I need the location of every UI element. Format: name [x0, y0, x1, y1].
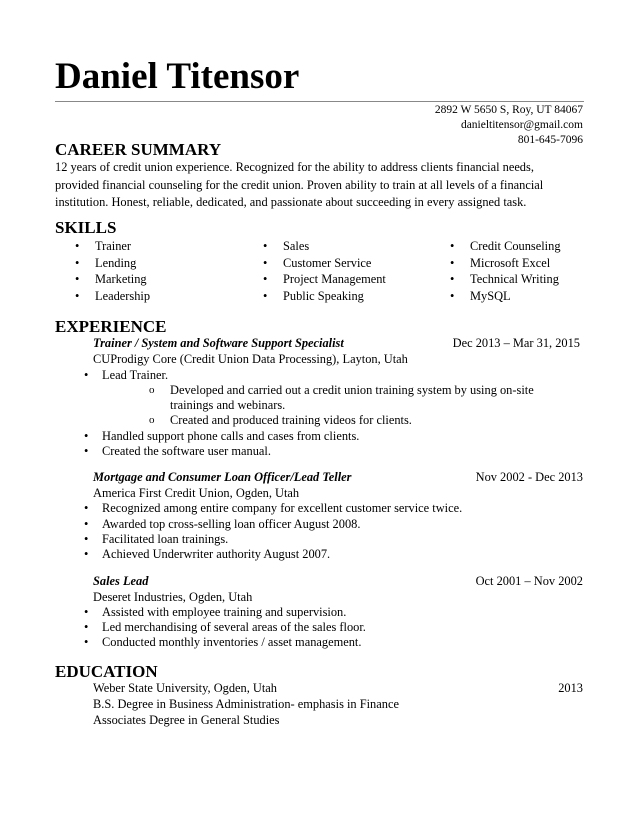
bullet-icon: •: [75, 239, 80, 253]
summary-line: provided financial counseling for the credit union. Proven ability to train at all levels of a financial: [55, 177, 544, 192]
sub-bullet-icon: o: [149, 414, 155, 426]
job-sub-bullet: o Developed and carried out a credit union training system by using on-site: [149, 383, 534, 397]
skill-item: • Technical Writing: [450, 272, 559, 286]
bullet-icon: •: [84, 501, 89, 515]
bullet-icon: •: [84, 620, 89, 634]
skill-item: • Trainer: [75, 239, 132, 253]
bullet-icon: •: [84, 429, 89, 443]
skill-item: • Sales: [263, 239, 310, 253]
bullet-icon: •: [450, 255, 455, 270]
job-company: America First Credit Union, Ogden, Utah: [93, 486, 300, 500]
education-heading: EDUCATION: [55, 662, 158, 681]
bullet-icon: •: [84, 517, 89, 531]
skills-heading: SKILLS: [55, 218, 117, 237]
bullet-icon: •: [263, 272, 268, 286]
contact-phone: 801-645-7096: [517, 134, 583, 146]
skill-item: • Project Management: [263, 272, 386, 286]
job-bullet: • Handled support phone calls and cases from clients.: [84, 429, 360, 443]
bullet-icon: •: [450, 239, 455, 253]
bullet-icon: •: [84, 635, 89, 649]
job-bullet: • Awarded top cross-selling loan officer August 2008.: [84, 517, 361, 531]
job-bullet: • Achieved Underwriter authority August 2007.: [84, 547, 331, 561]
career-summary-heading: CAREER SUMMARY: [55, 140, 222, 159]
contact-email: danieltitensor@gmail.com: [460, 119, 583, 131]
skill-item: • Public Speaking: [263, 288, 364, 303]
skill-item: • Credit Counseling: [450, 239, 561, 253]
job-bullet: • Facilitated loan trainings.: [84, 532, 229, 546]
job-company: CUProdigy Core (Credit Union Data Processing), Layton, Utah: [93, 352, 408, 366]
job-bullet: • Led merchandising of several areas of the sales floor.: [84, 620, 366, 634]
job-bullet: • Recognized among entire company for excellent customer service twice.: [84, 501, 463, 515]
bullet-icon: •: [84, 444, 89, 458]
experience-heading: EXPERIENCE: [55, 317, 167, 336]
job-sub-bullet: o Created and produced training videos for clients.: [149, 413, 412, 427]
skill-item: • Microsoft Excel: [450, 255, 551, 270]
bullet-icon: •: [75, 255, 80, 270]
contact-block: [435, 103, 583, 148]
job-bullet: • Lead Trainer.: [84, 368, 169, 382]
career-summary-text: [55, 159, 585, 212]
education-degree: Associates Degree in General Studies: [93, 713, 280, 727]
skill-item: • MySQL: [450, 288, 511, 303]
job-bullet: • Assisted with employee training and supervision.: [84, 605, 347, 619]
job-bullet: • Conducted monthly inventories / asset management.: [84, 635, 362, 649]
skills-column-1: [75, 238, 150, 304]
header-divider: [55, 101, 584, 102]
skills-column-2: [263, 238, 386, 304]
job-company: Deseret Industries, Ogden, Utah: [93, 590, 253, 604]
summary-line: institution. Honest, reliable, dedicated, and passionate about succeeding in every assigned task.: [55, 195, 527, 209]
job-dates: Nov 2002 - Dec 2013: [475, 470, 583, 484]
skills-column-3: [450, 238, 561, 304]
bullet-icon: •: [75, 272, 80, 286]
contact-address: 2892 W 5650 S, Roy, UT 84067: [434, 104, 583, 116]
job-sub-bullet-continuation: trainings and webinars.: [170, 398, 286, 412]
job-bullet: • Created the software user manual.: [84, 444, 271, 458]
job-dates: Oct 2001 – Nov 2002: [475, 574, 583, 588]
skill-item: • Customer Service: [263, 255, 372, 270]
bullet-icon: •: [263, 288, 268, 303]
skill-item: • Lending: [75, 255, 137, 270]
bullet-icon: •: [84, 368, 89, 382]
sub-bullet-icon: o: [149, 384, 155, 396]
education-year: 2013: [558, 681, 583, 695]
bullet-icon: •: [450, 272, 455, 286]
education-school: Weber State University, Ogden, Utah: [93, 681, 278, 695]
candidate-name: Daniel Titensor: [55, 56, 300, 97]
skill-item: • Marketing: [75, 272, 147, 286]
job-title: Sales Lead: [93, 574, 149, 588]
job-title: Mortgage and Consumer Loan Officer/Lead Teller: [93, 470, 352, 484]
job-dates: Dec 2013 – Mar 31, 2015: [452, 336, 580, 350]
summary-line: 12 years of credit union experience. Recognized for the ability to address clients financial needs,: [55, 160, 534, 174]
skill-item: • Leadership: [75, 288, 151, 303]
bullet-icon: •: [84, 547, 89, 561]
job-title: Trainer / System and Software Support Specialist: [93, 336, 344, 350]
bullet-icon: •: [263, 239, 268, 253]
bullet-icon: •: [75, 288, 80, 303]
bullet-icon: •: [450, 288, 455, 303]
bullet-icon: •: [263, 255, 268, 270]
bullet-icon: •: [84, 605, 89, 619]
bullet-icon: •: [84, 532, 89, 546]
education-degree: B.S. Degree in Business Administration- emphasis in Finance: [93, 697, 399, 711]
